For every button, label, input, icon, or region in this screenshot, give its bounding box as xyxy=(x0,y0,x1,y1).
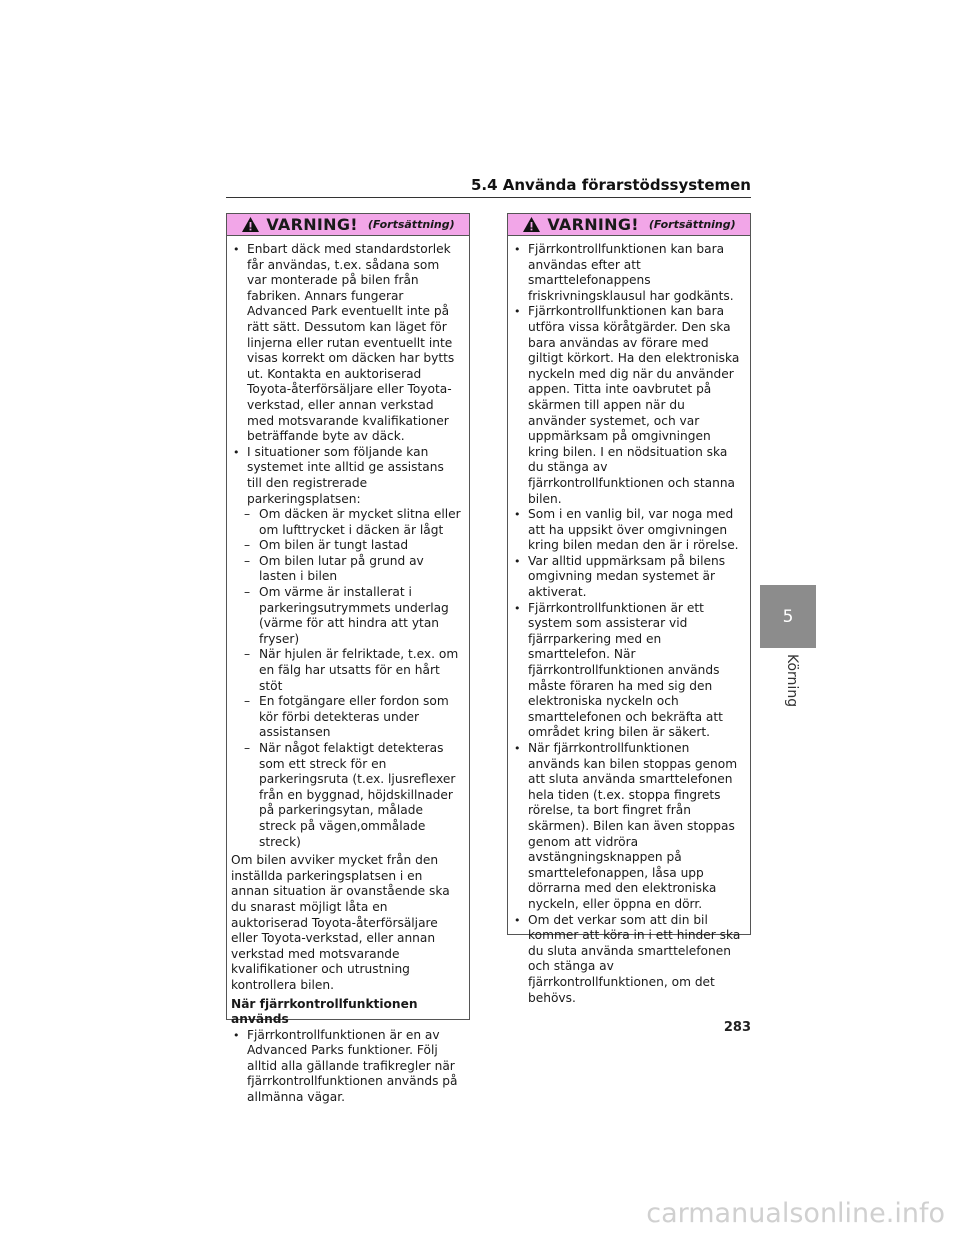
list-item: • Fjärrkontrollfunktionen kan bara användas efter att smarttelefonappens friskrivningsklausul har godkänts. xyxy=(512,242,742,304)
list-item: • Enbart däck med standardstorlek får användas, t.ex. sådana som var monterade på bilen från fabriken. Annars fungerar Advanced Park eventuellt inte på rätt sätt. Dessutom kan läget för linjerna eller rutan eventuellt inte visas korrekt om däcken har bytts ut. Kontakta en auktoriserad Toyota-återförsäljare eller Toyota-verkstad, eller annan verkstad med motsvarande kvalifikationer beträffande byte av däck. xyxy=(231,242,461,445)
subheading: När fjärrkontrollfunktionen används xyxy=(231,996,418,1027)
sub-list-item: – En fotgängare eller fordon som kör förbi detekteras under assistansen xyxy=(231,694,461,741)
section-title: 5.4 Använda förarstödssystemen xyxy=(470,176,751,194)
continuation-label: (Fortsättning) xyxy=(367,218,455,231)
list-item: • Om det verkar som att din bil kommer att köra in i ett hinder ska du sluta använda smarttelefonen och stänga av fjärrkontrollfunktionen, om det behövs. xyxy=(512,913,742,1007)
right-warning-box xyxy=(507,213,751,1005)
right-warning-header xyxy=(508,214,750,236)
chapter-tab xyxy=(760,585,816,648)
warning-triangle-icon xyxy=(522,216,541,233)
warning-triangle-icon xyxy=(241,216,260,233)
continuation-label: (Fortsättning) xyxy=(648,218,736,231)
left-warning-box xyxy=(226,213,470,1105)
warning-word: VARNING! xyxy=(266,215,358,234)
section-rule xyxy=(226,197,751,198)
list-item: • Var alltid uppmärksam på bilens omgivning medan systemet är aktiverat. xyxy=(512,554,742,601)
right-warning-body xyxy=(508,236,750,1006)
sub-list-item: – Om bilen är tungt lastad xyxy=(231,538,461,554)
left-warning-header xyxy=(227,214,469,236)
chapter-label: Körning xyxy=(784,654,800,708)
warning-word: VARNING! xyxy=(547,215,639,234)
page-number: 283 xyxy=(723,1020,751,1035)
sub-list-item: – Om bilen lutar på grund av lasten i bilen xyxy=(231,554,461,585)
body-paragraph: Om bilen avviker mycket från den inställda parkeringsplatsen i en annan situation är ovanstående ska du snarast möjligt låta en auktoriserad Toyota-återförsäljare eller Toyota-verkstad, eller annan verkstad med motsvarande kvalifikationer och utrustning kontrollera bilen. xyxy=(231,853,450,992)
list-item: • När fjärrkontrollfunktionen används kan bilen stoppas genom att sluta använda smarttelefonen hela tiden (t.ex. stoppa fingrets rörelse, ta bort fingret från skärmen). Bilen kan även stoppas genom att vidröra avstängningsknappen på smarttelefonappen, låsa upp dörrarna med den elektroniska nyckeln, eller öppna en dörr. xyxy=(512,741,742,913)
list-item: • I situationer som följande kan systemet inte alltid ge assistans till den registrerade parkeringsplatsen: xyxy=(231,445,461,507)
list-item: • Fjärrkontrollfunktionen är ett system som assisterar vid fjärrparkering med en smarttelefon. När fjärrkontrollfunktionen används måste föraren ha med sig den elektroniska nyckeln och smarttelefonen och bekräfta att området kring bilen är säkert. xyxy=(512,601,742,741)
list-item: • Fjärrkontrollfunktionen kan bara utföra vissa köråtgärder. Den ska bara användas av förare med giltigt körkort. Ha den elektroniska nyckeln med dig när du använder appen. Titta inte oavbrutet på skärmen till appen när du använder systemet, och var uppmärksam på omgivningen kring bilen. I en nödsituation ska du stänga av fjärrkontrollfunktionen och stanna bilen. xyxy=(512,304,742,507)
sub-list-item: – Om däcken är mycket slitna eller om lufttrycket i däcken är lågt xyxy=(231,507,461,538)
sub-list-item: – När något felaktigt detekteras som ett streck för en parkeringsruta (t.ex. ljusreflexer från en byggnad, höjdskillnader på parkeringsytan, målade streck på vägen,ommålade streck) xyxy=(231,741,461,850)
watermark: carmanualsonline.info xyxy=(646,1198,945,1229)
sub-list-item: – Om värme är installerat i parkeringsutrymmets underlag (värme för att hindra att ytan fryser) xyxy=(231,585,461,647)
list-item: • Som i en vanlig bil, var noga med att ha uppsikt över omgivningen kring bilen medan den är i rörelse. xyxy=(512,507,742,554)
list-item: • Fjärrkontrollfunktionen är en av Advanced Parks funktioner. Följ alltid alla gällande trafikregler när fjärrkontrollfunktionen används på allmänna vägar. xyxy=(231,1028,461,1106)
sub-list-item: – När hjulen är felriktade, t.ex. om en fälg har utsatts för en hårt stöt xyxy=(231,647,461,694)
left-warning-body xyxy=(227,236,469,1106)
chapter-number: 5 xyxy=(782,607,794,627)
